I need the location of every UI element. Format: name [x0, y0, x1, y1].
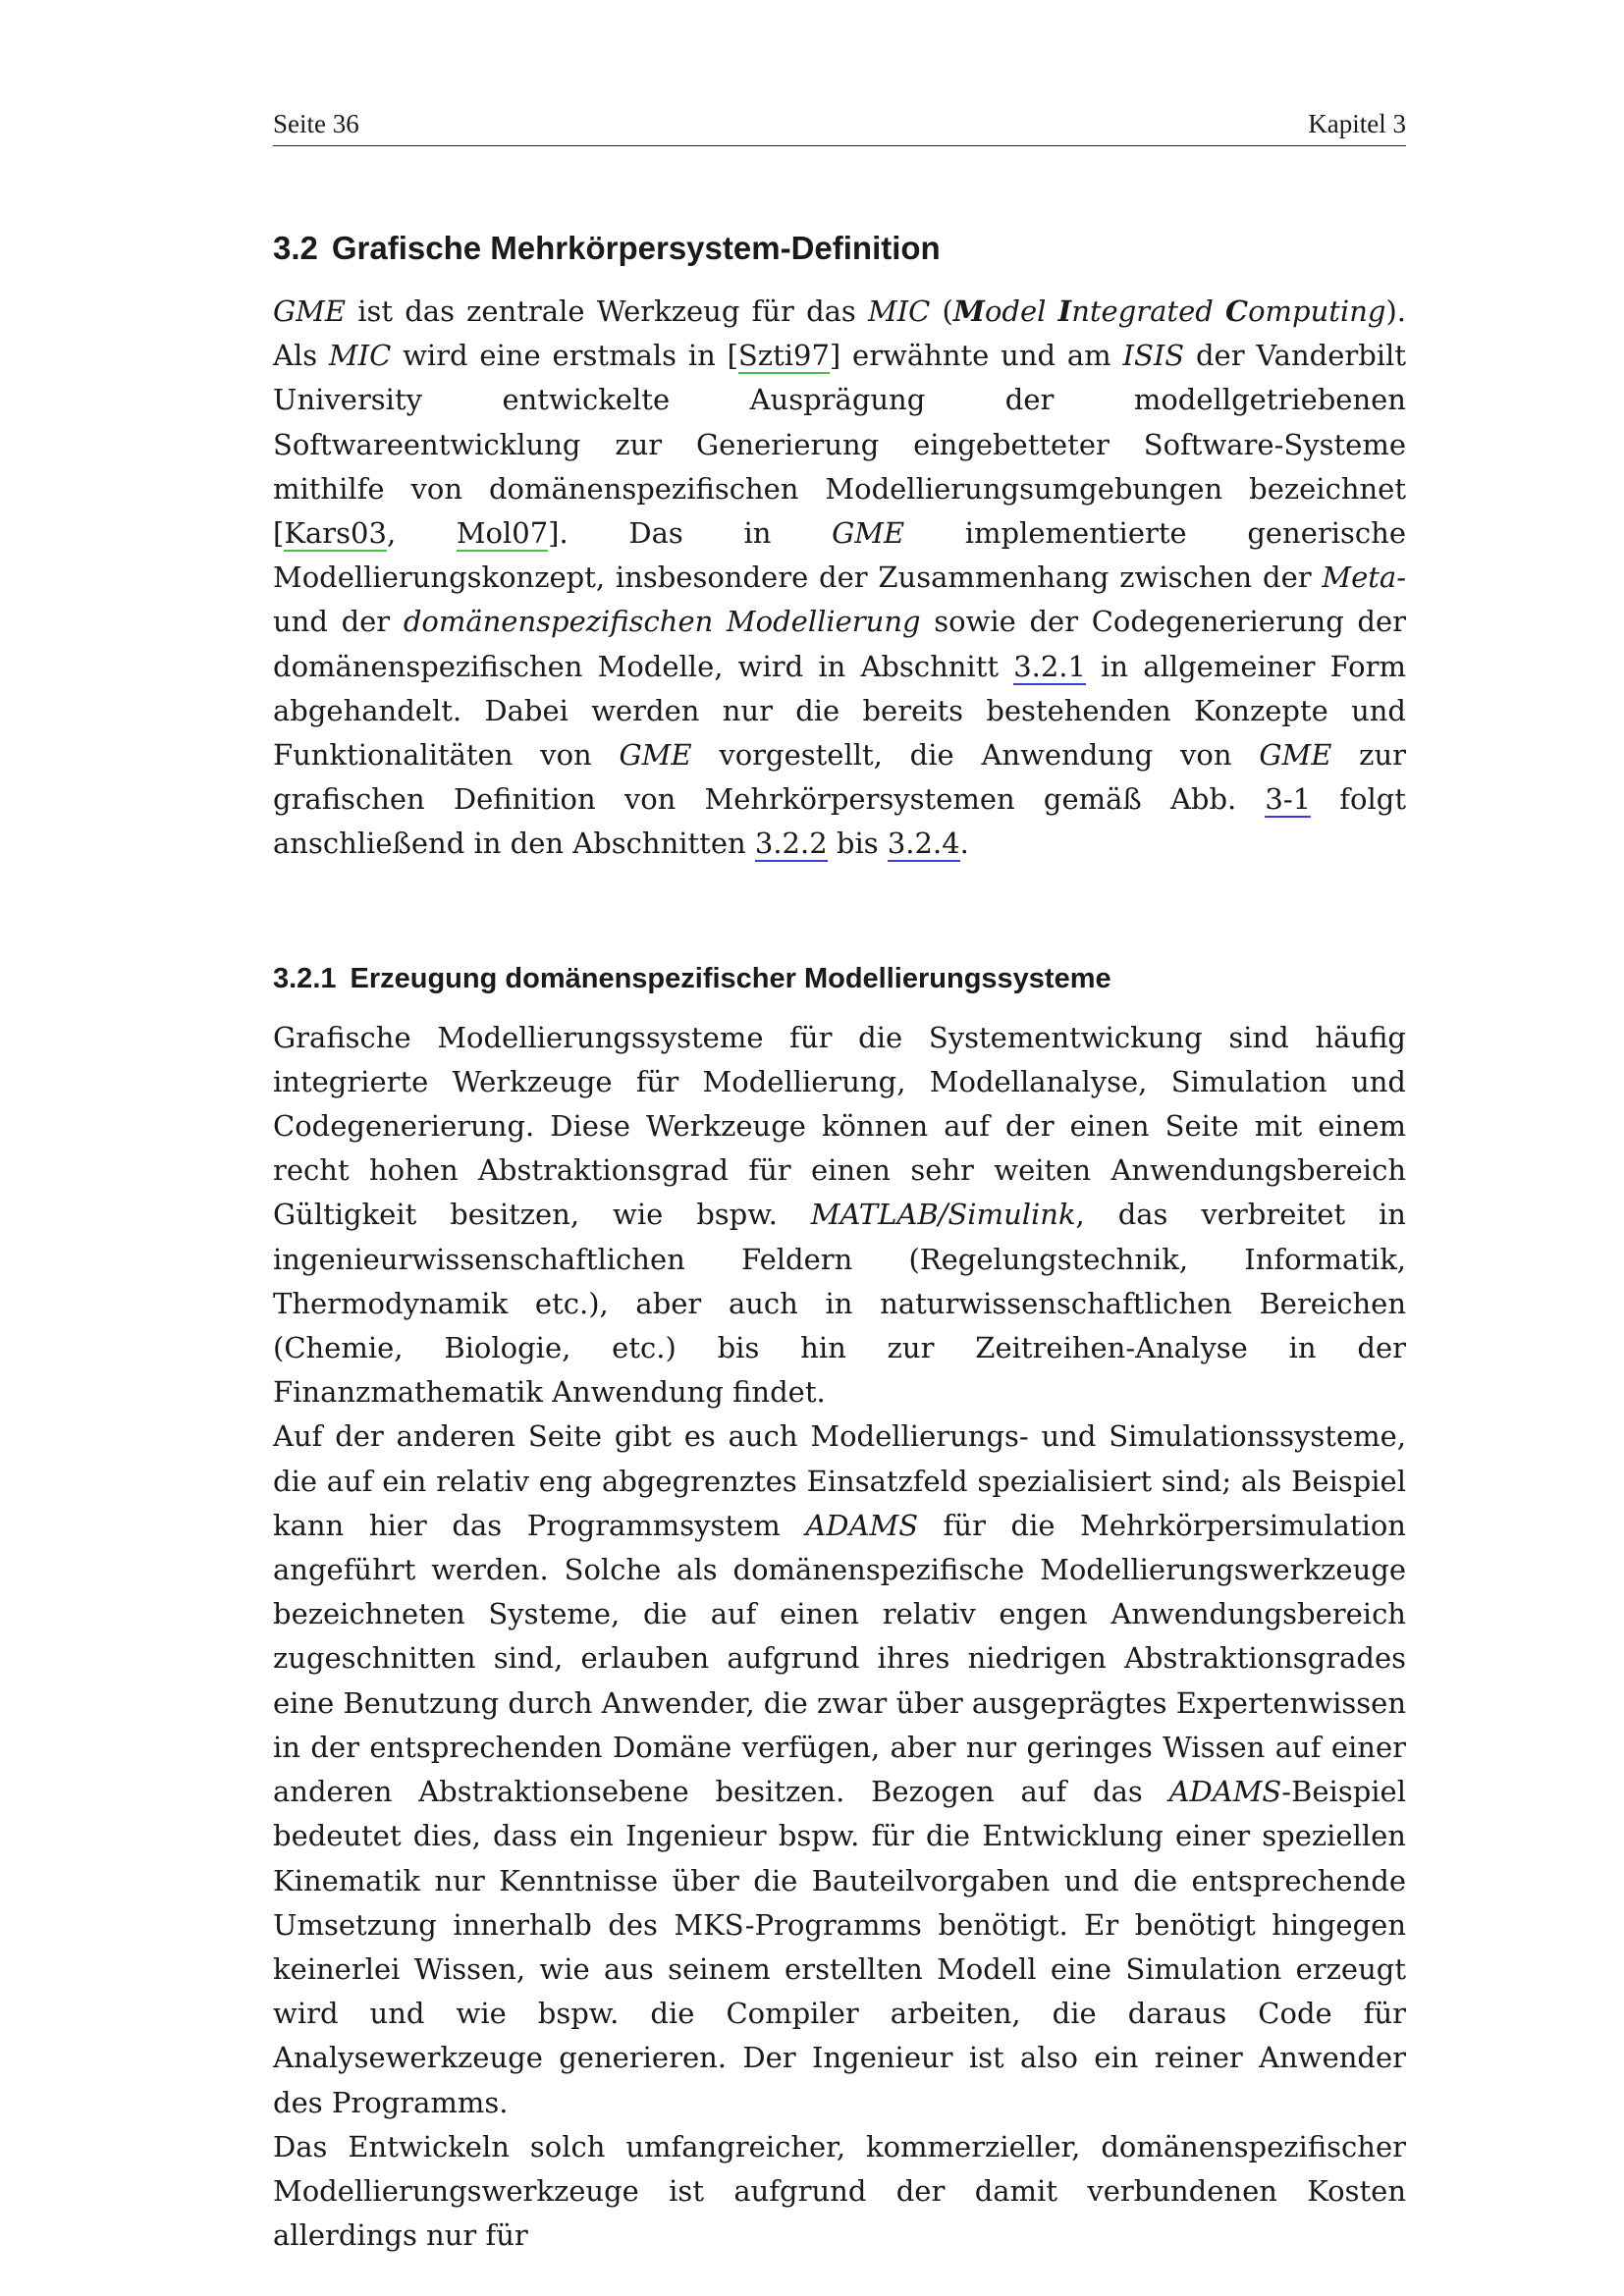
term-gme: GME: [273, 294, 347, 328]
subsection-title: Erzeugung domänenspezifischer Modellierungssysteme: [350, 962, 1111, 994]
body-paragraph: Grafische Modellierungssysteme für die Systementwickung sind häufig integrierte Werkzeuge für Modellierung, Modellanalyse, Simulation und Codegenerierung. Diese Werkzeuge können auf der einen Seite mit einem recht hohen Abstraktionsgrad für einen sehr weiten Anwendungsbereich Gültigkeit besitzen, wie bspw. MATLAB/Simulink, das verbreitet in ingenieurwissenschaftlichen Feldern (Regelungstechnik, Informatik, Thermodynamik etc.), aber auch in naturwissenschaftlichen Bereichen (Chemie, Biologie, etc.) bis hin zur Zeitreihen-Analyse in der Finanzmathematik Anwendung findet.: [273, 1020, 1406, 1410]
section-heading: [273, 229, 1406, 268]
term-dsm: domänenspezifischen Modellierung: [403, 605, 921, 639]
term-gme: GME: [619, 738, 692, 773]
term-adams: ADAMS: [805, 1508, 919, 1542]
citation-link[interactable]: Szti97: [737, 339, 830, 373]
section-title: Grafische Mehrkörpersystem-Definition: [331, 230, 941, 266]
chapter-label: Kapitel 3: [1308, 109, 1406, 138]
subsection-heading: [273, 961, 1406, 996]
body-paragraph: Das Entwickeln solch umfangreicher, kommerzieller, domänenspezifischer Modellierungswerkzeuge ist aufgrund der damit verbundenen Kosten allerdings nur für: [273, 2129, 1406, 2253]
term-mic: MIC: [328, 339, 392, 373]
page: [273, 108, 1406, 2258]
term-gme: GME: [832, 516, 905, 551]
term-meta: Meta-: [1322, 561, 1406, 595]
term-gme: GME: [1259, 738, 1332, 773]
running-header: [273, 108, 1406, 146]
section-reference-link[interactable]: 3.2.4: [887, 827, 960, 861]
page-number-label: Seite 36: [273, 109, 359, 138]
section-reference-link[interactable]: 3.2.2: [754, 827, 828, 861]
citation-link[interactable]: Mol07: [456, 516, 549, 551]
section-intro-paragraph: GME ist das zentrale Werkzeug für das MIC (Model Integrated Computing). Als MIC wird eine erstmals in [Szti97] erwähnte und am ISIS der Vanderbilt University entwickelte Ausprägung der modellgetriebenen Softwareentwicklung zur Generierung eingebetteter Software-Systeme mithilfe von domänenspezifischen Modellierungsumgebungen bezeichnet [Kars03, Mol07]. Das in GME implementierte generische Modellierungskonzept, insbesondere der Zusammenhang zwischen der Meta- und der domänenspezifischen Modellierung sowie der Codegenerierung der domänenspezifischen Modelle, wird in Abschnitt 3.2.1 in allgemeiner Form abgehandelt. Dabei werden nur die bereits bestehenden Konzepte und Funktionalitäten von GME vorgestellt, die Anwendung von GME zur grafischen Definition von Mehrkörpersystemen gemäß Abb. 3-1 folgt anschließend in den Abschnitten 3.2.2 bis 3.2.4.: [273, 294, 1407, 861]
subsection-number: 3.2.1: [273, 962, 337, 994]
body-paragraph: Auf der anderen Seite gibt es auch Modellierungs- und Simulationssysteme, die auf ein relativ eng abgegrenztes Einsatzfeld spezialisiert sind; als Beispiel kann hier das Programmsystem ADAMS für die Mehrkörpersimulation angeführt werden. Solche als domänenspezifische Modellierungswerkzeuge bezeichneten Systeme, die auf einen relativ engen Anwendungsbereich zugeschnitten sind, erlauben aufgrund ihres niedrigen Abstraktionsgrades eine Benutzung durch Anwender, die zwar über ausgeprägtes Expertenwissen in der entsprechenden Domäne verfügen, aber nur geringes Wissen auf einer anderen Abstraktionsebene besitzen. Bezogen auf das ADAMS-Beispiel bedeutet dies, dass ein Ingenieur bspw. für die Entwicklung einer speziellen Kinematik nur Kenntnisse über die Bauteilvorgaben und die entsprechende Umsetzung innerhalb des MKS-Programms benötigt. Er benötigt hingegen keinerlei Wissen, wie aus seinem erstellten Modell eine Simulation erzeugt wird und wie bspw. die Compiler arbeiten, die daraus Code für Analysewerkzeuge generieren. Der Ingenieur ist also ein reiner Anwender des Programms.: [273, 1419, 1407, 2119]
term-isis: ISIS: [1122, 339, 1185, 373]
mic-expansion: Model Integrated Computing: [952, 294, 1386, 328]
term-adams: ADAMS: [1168, 1775, 1282, 1809]
citation-link[interactable]: Kars03: [284, 516, 387, 551]
term-matlab-simulink: MATLAB/Simulink: [810, 1198, 1076, 1232]
term-mic: MIC: [868, 294, 931, 328]
figure-reference-link[interactable]: 3-1: [1265, 782, 1312, 817]
section-number: 3.2: [273, 230, 318, 266]
section-reference-link[interactable]: 3.2.1: [1013, 649, 1086, 683]
